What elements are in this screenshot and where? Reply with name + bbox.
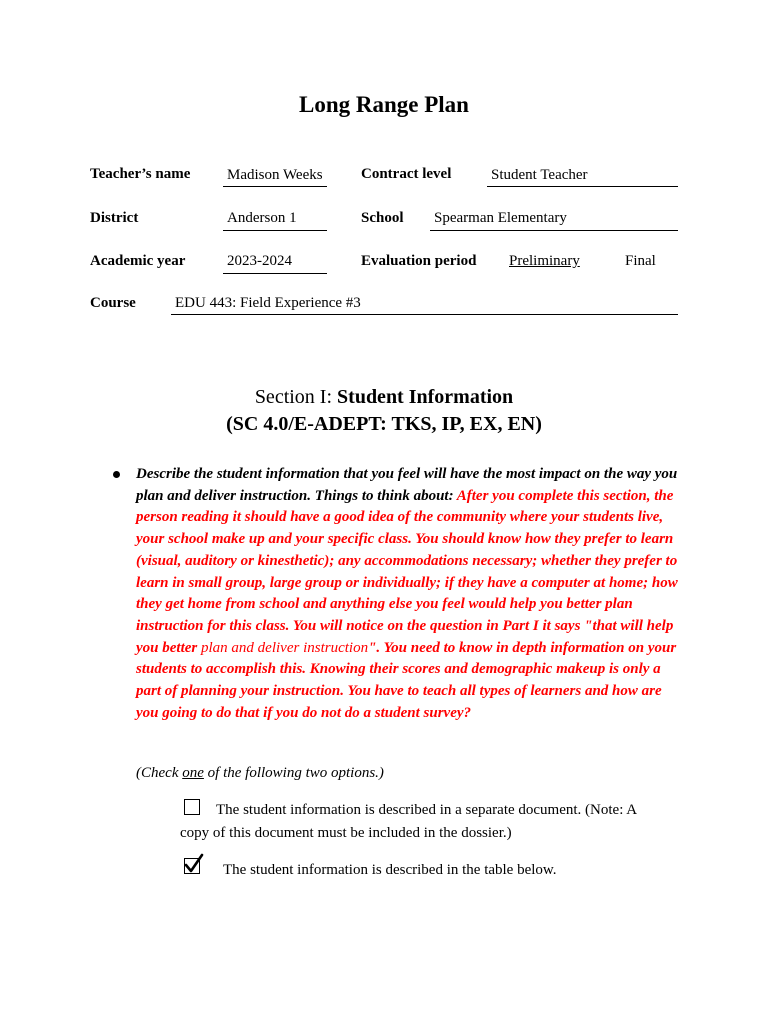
district-value[interactable]: Anderson 1	[227, 210, 297, 226]
district-underline	[223, 230, 327, 231]
instructions-red-2: ". You need to know in depth information on your students to accomplish this. Knowing their scores and demographic makeup is only a part of planning your instruction. You have to teach all types of learners and how are you going to do that if you do not do a student survey?	[136, 639, 677, 721]
option-separate-document-line1: The student information is described in a separate document. (Note: A	[216, 802, 638, 818]
teacher-name-label: Teacher’s name	[90, 166, 191, 182]
check-note-one: one	[182, 765, 204, 781]
section-standards: (SC 4.0/E-ADEPT: TKS, IP, EX, EN)	[226, 413, 542, 435]
district-label: District	[90, 210, 139, 226]
contract-level-underline	[487, 186, 678, 187]
option-separate-document-line2: copy of this document must be included in the dossier.)	[180, 825, 512, 841]
teacher-name-underline	[223, 186, 327, 187]
academic-year-underline	[223, 273, 327, 274]
instructions-lead: Describe the student information that you feel will have the most impact on the way you plan and deliver instruction. Things to think about:	[136, 466, 678, 504]
academic-year-value[interactable]: 2023-2024	[227, 253, 292, 269]
section-name: Student Information	[337, 386, 514, 408]
teacher-name-value[interactable]: Madison Weeks	[227, 167, 323, 183]
section-heading	[0, 386, 768, 409]
instructions-red-plain: plan and deliver instruction	[201, 639, 369, 656]
course-value[interactable]: EDU 443: Field Experience #3	[175, 295, 361, 311]
section-prefix: Section I:	[254, 386, 338, 408]
contract-level-label: Contract level	[361, 166, 452, 182]
evaluation-period-label: Evaluation period	[361, 253, 477, 269]
contract-level-value[interactable]: Student Teacher	[491, 167, 588, 183]
checkmark-icon	[183, 853, 205, 875]
course-underline	[171, 314, 678, 315]
page-title: Long Range Plan	[299, 92, 469, 117]
school-value[interactable]: Spearman Elementary	[434, 210, 567, 226]
check-note-before: (Check	[136, 765, 183, 781]
course-label: Course	[90, 295, 136, 311]
school-underline	[430, 230, 678, 231]
option-table-below-checkbox[interactable]	[184, 858, 200, 874]
check-note-after: of the following two options.)	[203, 765, 384, 781]
option-table-below-text: The student information is described in the table below.	[223, 862, 557, 878]
evaluation-period-preliminary[interactable]: Preliminary	[509, 253, 580, 269]
bullet-icon	[113, 471, 120, 478]
option-separate-document-checkbox[interactable]	[184, 799, 200, 815]
academic-year-label: Academic year	[90, 253, 186, 269]
instructions-red-1: After you complete this section, the person reading it should have a good idea of the community where your students live, your school make up and your specific class. You should know how they prefer to learn (visual, auditory or kinesthetic); any accommodations necessary; whether they prefer to learn in small group, large group or individually; if they have a computer at home; how they get home from school and anything else you feel would help you better plan instruction for this class. You will notice on the question in Part I it says "that will help you better	[136, 487, 678, 656]
instructions-paragraph	[136, 464, 684, 724]
evaluation-period-final[interactable]: Final	[625, 253, 656, 269]
check-note	[136, 765, 384, 782]
school-label: School	[361, 210, 404, 226]
